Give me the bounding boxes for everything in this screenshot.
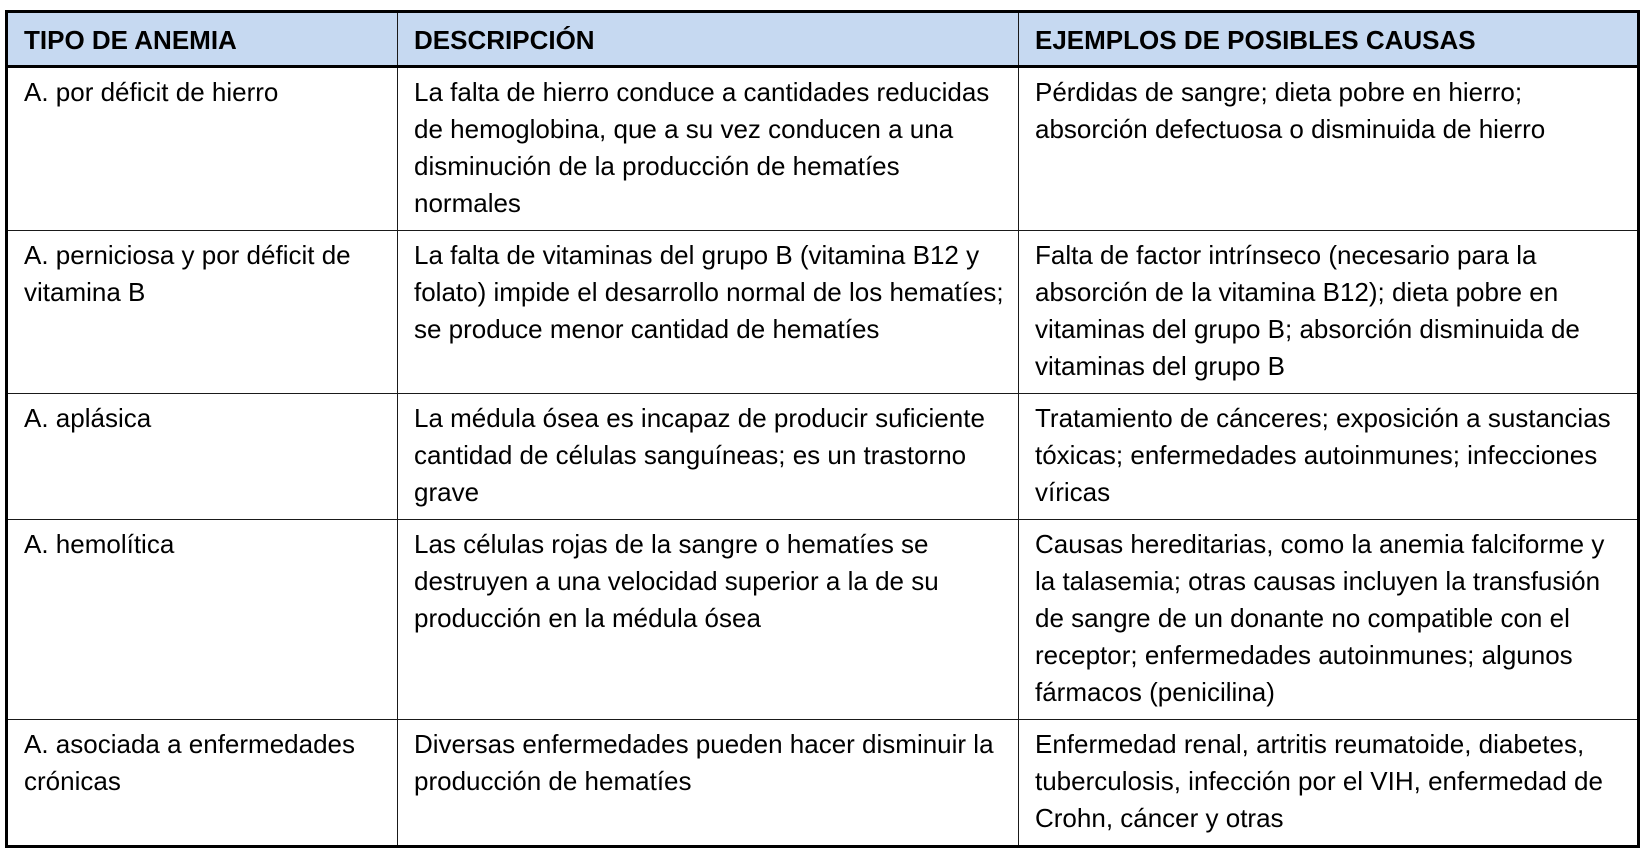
- cell-causes: Causas hereditarias, como la anemia falciforme y la talasemia; otras causas incluyen la transfusión de sangre de un donante no compatible con el receptor; enfermedades autoinmunes; algunos fármacos (penicilina): [1019, 520, 1639, 720]
- table-row: [7, 231, 1639, 394]
- cell-type: A. perniciosa y por déficit de vitamina B: [7, 231, 398, 394]
- cell-description: La médula ósea es incapaz de producir suficiente cantidad de células sanguíneas; es un trastorno grave: [398, 394, 1019, 520]
- anemia-table-container: [5, 10, 1637, 848]
- cell-causes: Tratamiento de cánceres; exposición a sustancias tóxicas; enfermedades autoinmunes; infecciones víricas: [1019, 394, 1639, 520]
- anemia-types-table: [5, 10, 1640, 848]
- table-header-row: [7, 12, 1639, 67]
- header-causes: EJEMPLOS DE POSIBLES CAUSAS: [1019, 12, 1639, 67]
- cell-type: A. aplásica: [7, 394, 398, 520]
- cell-description: Diversas enfermedades pueden hacer disminuir la producción de hematíes: [398, 720, 1019, 847]
- table-row: [7, 520, 1639, 720]
- table-row: [7, 720, 1639, 847]
- header-description: DESCRIPCIÓN: [398, 12, 1019, 67]
- table-row: [7, 394, 1639, 520]
- cell-type: A. hemolítica: [7, 520, 398, 720]
- cell-description: La falta de vitaminas del grupo B (vitamina B12 y folato) impide el desarrollo normal de los hematíes; se produce menor cantidad de hematíes: [398, 231, 1019, 394]
- cell-causes: Falta de factor intrínseco (necesario para la absorción de la vitamina B12); dieta pobre en vitaminas del grupo B; absorción disminuida de vitaminas del grupo B: [1019, 231, 1639, 394]
- cell-causes: Pérdidas de sangre; dieta pobre en hierro; absorción defectuosa o disminuida de hierro: [1019, 67, 1639, 231]
- cell-causes: Enfermedad renal, artritis reumatoide, diabetes, tuberculosis, infección por el VIH, enfermedad de Crohn, cáncer y otras: [1019, 720, 1639, 847]
- cell-description: Las células rojas de la sangre o hematíes se destruyen a una velocidad superior a la de su producción en la médula ósea: [398, 520, 1019, 720]
- header-type: TIPO DE ANEMIA: [7, 12, 398, 67]
- cell-type: A. asociada a enfermedades crónicas: [7, 720, 398, 847]
- table-row: [7, 67, 1639, 231]
- cell-description: La falta de hierro conduce a cantidades reducidas de hemoglobina, que a su vez conducen a una disminución de la producción de hematíes normales: [398, 67, 1019, 231]
- cell-type: A. por déficit de hierro: [7, 67, 398, 231]
